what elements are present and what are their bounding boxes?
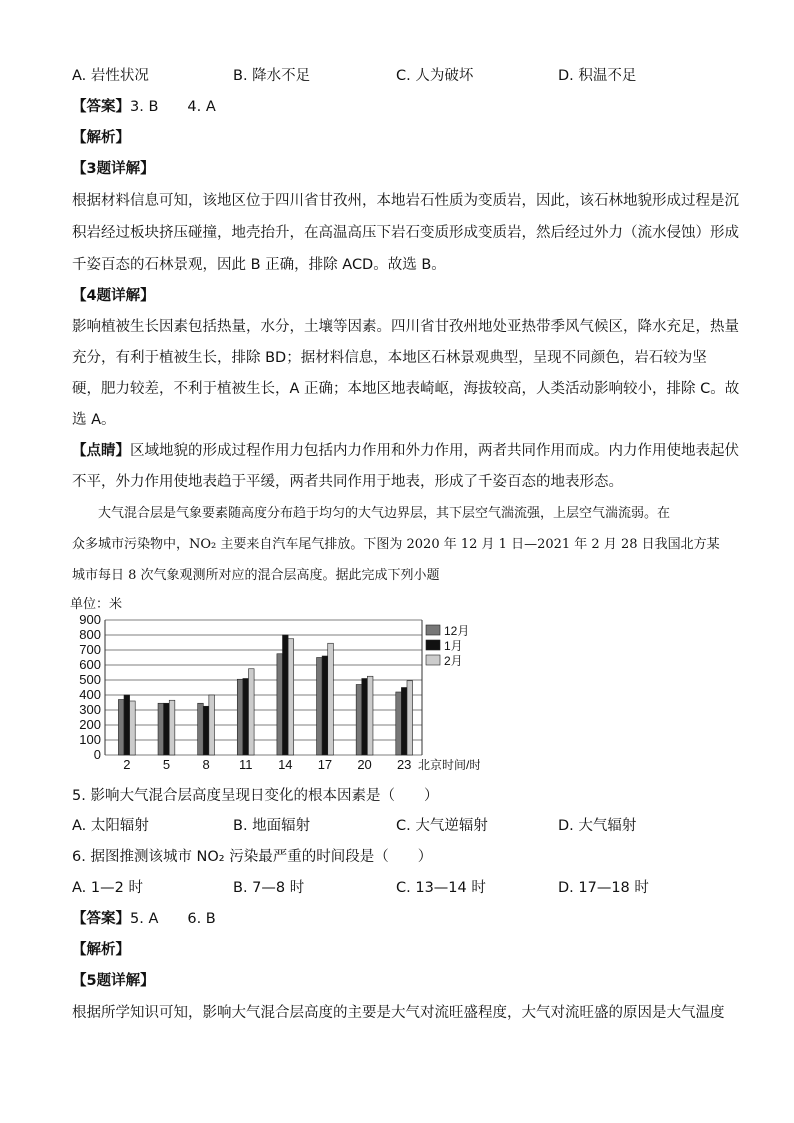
legend-label: 2月 [444,654,463,668]
bar [209,695,215,755]
analysis-heading: 【解析】 [72,130,130,146]
x-axis-label: 北京时间/时 [418,758,480,772]
q6-option-d: D. 17—18 时 [558,880,649,896]
x-tick-label: 14 [278,757,293,772]
q6-option-c: C. 13—14 时 [396,880,486,896]
y-tick-label: 700 [79,642,101,657]
bar-chart-svg [60,592,480,772]
point-text-1: 区域地貌的形成过程作用力包括内力作用和外力作用，两者共同作用而成。内力作用使地表起伏 [130,443,739,459]
y-tick-label: 200 [79,717,101,732]
bar [118,700,124,756]
q5-option-d: D. 大气辐射 [558,818,637,834]
x-tick-label: 17 [317,757,333,772]
q5-option-a: A. 太阳辐射 [72,818,149,834]
bar [407,681,413,755]
option-a: A. 岩性状况 [72,68,149,84]
bar [124,695,130,755]
y-tick-label: 0 [93,747,101,762]
y-tick-label: 900 [79,612,101,627]
detail-5-line-1: 根据所学知识可知，影响大气混合层高度的主要是大气对流旺盛程度，大气对流旺盛的原因是大气温度 [72,1005,725,1021]
y-tick-label: 800 [79,627,101,642]
detail-3-line-2: 积岩经过板块挤压碰撞，地壳抬升，在高温高压下岩石变质形成变质岩，然后经过外力（流水侵蚀）形成 [72,225,739,241]
q5-option-b: B. 地面辐射 [233,818,311,834]
y-tick-label: 500 [79,672,101,687]
material-line-1: 大气混合层是气象要素随高度分布趋于均匀的大气边界层，其下层空气湍流强，上层空气湍流弱。在 [72,506,671,521]
bar [396,692,402,755]
bar [158,703,164,755]
bar [169,700,175,755]
answer-label-2: 【答案】 [72,911,130,927]
bar [130,701,136,755]
option-d: D. 积温不足 [558,68,637,84]
bar [367,676,373,755]
legend-swatch [426,625,440,635]
x-tick-label: 5 [162,757,171,772]
detail-5-heading: 【5题详解】 [72,973,155,989]
unit-label: 单位：米 [70,596,123,611]
bar [401,688,407,756]
bar [248,669,254,755]
bar [237,679,243,755]
q5-option-c: C. 大气逆辐射 [396,818,488,834]
detail-3-line-1: 根据材料信息可知，该地区位于四川省甘孜州，本地岩石性质为变质岩，因此，该石林地貌形成过程是沉 [72,193,739,209]
q6-option-b: B. 7—8 时 [233,880,305,896]
q6-option-a: A. 1—2 时 [72,880,143,896]
detail-3-line-3: 千姿百态的石林景观，因此 B 正确，排除 ACD。故选 B。 [72,257,446,273]
question-6: 6. 据图推测该城市 NO₂ 污染最严重的时间段是（ ） [72,849,433,865]
x-tick-label: 2 [123,757,131,772]
point-line-2: 不平，外力作用使地表趋于平缓，两者共同作用于地表，形成了千姿百态的地表形态。 [72,474,623,490]
answer-line-1 [72,97,216,117]
legend-swatch [426,655,440,665]
y-tick-label: 600 [79,657,101,672]
bar [328,643,334,755]
detail-3-heading: 【3题详解】 [72,161,155,177]
bar [317,658,323,756]
material-line-3: 城市每日 8 次气象观测所对应的混合层高度。据此完成下列小题 [72,568,440,583]
bar [277,654,283,755]
x-tick-label: 20 [357,757,372,772]
detail-4-line-3: 硬，肥力较差，不利于植被生长，A 正确；本地区地表崎岖，海拔较高，人类活动影响较小，排除 C。故 [72,381,740,397]
bar [198,703,204,755]
bar [362,679,368,756]
bar [356,685,362,756]
bar [164,703,170,755]
x-tick-label: 8 [202,757,210,772]
analysis-heading-2: 【解析】 [72,942,130,958]
point-line-1 [72,441,739,461]
mixing-layer-chart [60,592,480,772]
bar [203,706,209,755]
x-tick-label: 11 [238,757,253,772]
x-tick-label: 23 [396,757,412,772]
answer-label: 【答案】 [72,99,130,115]
legend-label: 1月 [444,639,463,653]
bar [322,656,328,755]
option-c: C. 人为破坏 [396,68,474,84]
answer-text-2: 5. A 6. B [130,911,216,927]
detail-4-line-4: 选 A。 [72,412,116,428]
question-5: 5. 影响大气混合层高度呈现日变化的根本因素是（ ） [72,788,439,804]
y-tick-label: 100 [79,732,101,747]
legend-label: 12月 [444,624,470,638]
detail-4-line-2: 充分，有利于植被生长，排除 BD；据材料信息，本地区石林景观典型，呈现不同颜色，岩石较为坚 [72,350,707,366]
bar [288,639,294,755]
y-tick-label: 400 [79,687,101,702]
option-b: B. 降水不足 [233,68,311,84]
bar [283,635,289,755]
material-line-2: 众多城市污染物中，NO₂ 主要来自汽车尾气排放。下图为 2020 年 12 月 1 日—2021 年 2 月 28 日我国北方某 [72,537,720,552]
detail-4-heading: 【4题详解】 [72,288,155,304]
point-label: 【点睛】 [72,443,130,459]
answer-line-2 [72,909,216,929]
detail-4-line-1: 影响植被生长因素包括热量，水分，土壤等因素。四川省甘孜州地处亚热带季风气候区，降水充足，热量 [72,319,739,335]
bar [243,679,249,756]
y-tick-label: 300 [79,702,101,717]
legend-swatch [426,640,440,650]
answer-text: 3. B 4. A [130,99,216,115]
